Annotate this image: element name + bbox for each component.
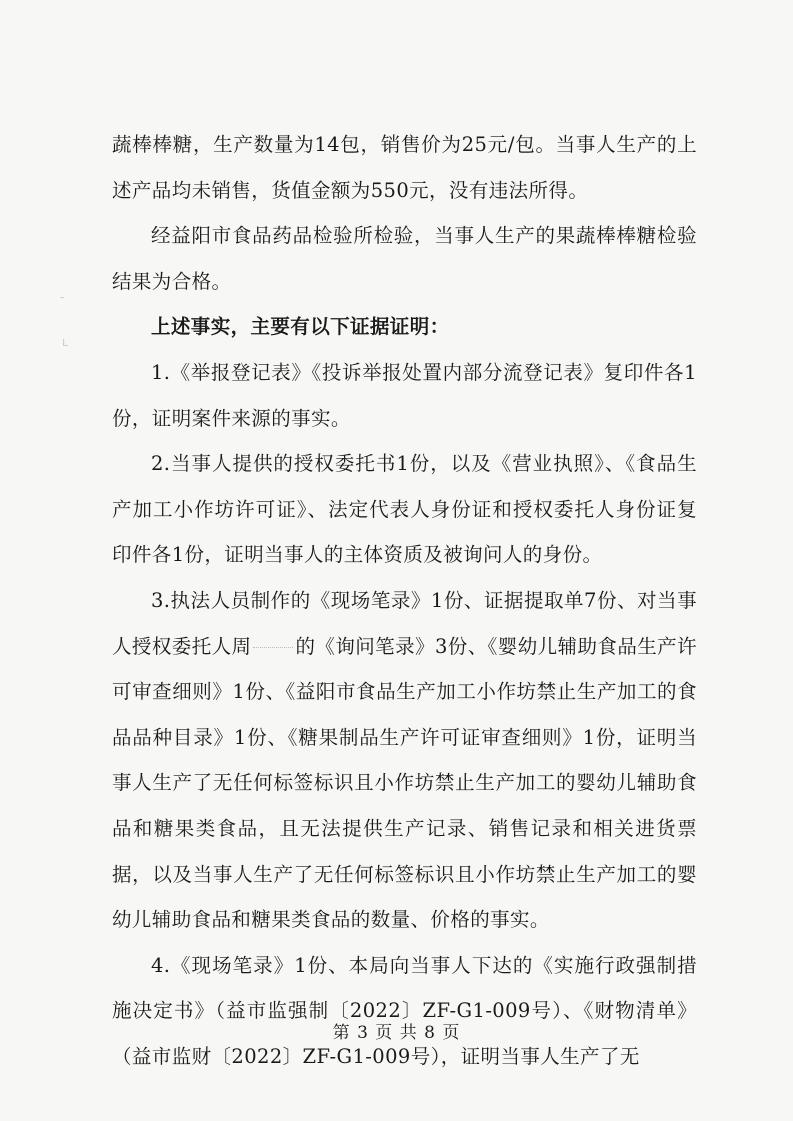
redacted-name: [253, 646, 293, 648]
paragraph-evidence-2: 2.当事人提供的授权委托书1份，以及《营业执照》、《食品生产加工小作坊许可证》、法定代表人身份证和授权委托人身份证复印件各1份，证明当事人的主体资质及被询问人的身份。: [112, 452, 697, 567]
scan-artifact: -: [60, 290, 65, 304]
document-body: [112, 122, 697, 1079]
evidence-3-text-after: 的《询问笔录》3份、《婴幼儿辅助食品生产许可审查细则》1份、《益阳市食品生产加工小作坊禁止生产加工的食品品种目录》1份、《糖果制品生产许可证审查细则》1份，证明当事人生产了无任何标签标识且小作坊禁止生产加工的婴幼儿辅助食品和糖果类食品，且无法提供生产记录、销售记录和相关进货票据，以及当事人生产了无任何标签标识且小作坊禁止生产加工的婴幼儿辅助食品和糖果类食品的数量、价格的事实。: [112, 634, 697, 932]
paragraph-evidence-1: 1.《举报登记表》《投诉举报处置内部分流登记表》复印件各1份，证明案件来源的事实。: [112, 360, 697, 430]
paragraph-product-quantity: 蔬棒棒糖，生产数量为14包，销售价为25元/包。当事人生产的上述产品均未销售，货值金额为550元，没有违法所得。: [112, 133, 697, 202]
paragraph-evidence-3: [112, 578, 697, 943]
evidence-3-text-before: 3.执法人员制作的《现场笔录》1份、证据提取单7份、对当事人授权委托人周: [112, 588, 697, 658]
paragraph-inspection-result: 经益阳市食品药品检验所检验，当事人生产的果蔬棒棒糖检验结果为合格。: [112, 224, 697, 293]
scan-artifact: ʟ: [62, 335, 69, 349]
paragraph-evidence-heading: 上述事实，主要有以下证据证明：: [151, 315, 450, 339]
page-number-footer: 第 3 页 共 8 页: [332, 1023, 461, 1043]
paragraph-evidence-4: 4.《现场笔录》1份、本局向当事人下达的《实施行政强制措施决定书》（益市监强制〔2022〕ZF-G1-009号）、《财物清单》（益市监财〔2022〕ZF-G1-009号），证明当事人生产了无: [112, 953, 697, 1068]
